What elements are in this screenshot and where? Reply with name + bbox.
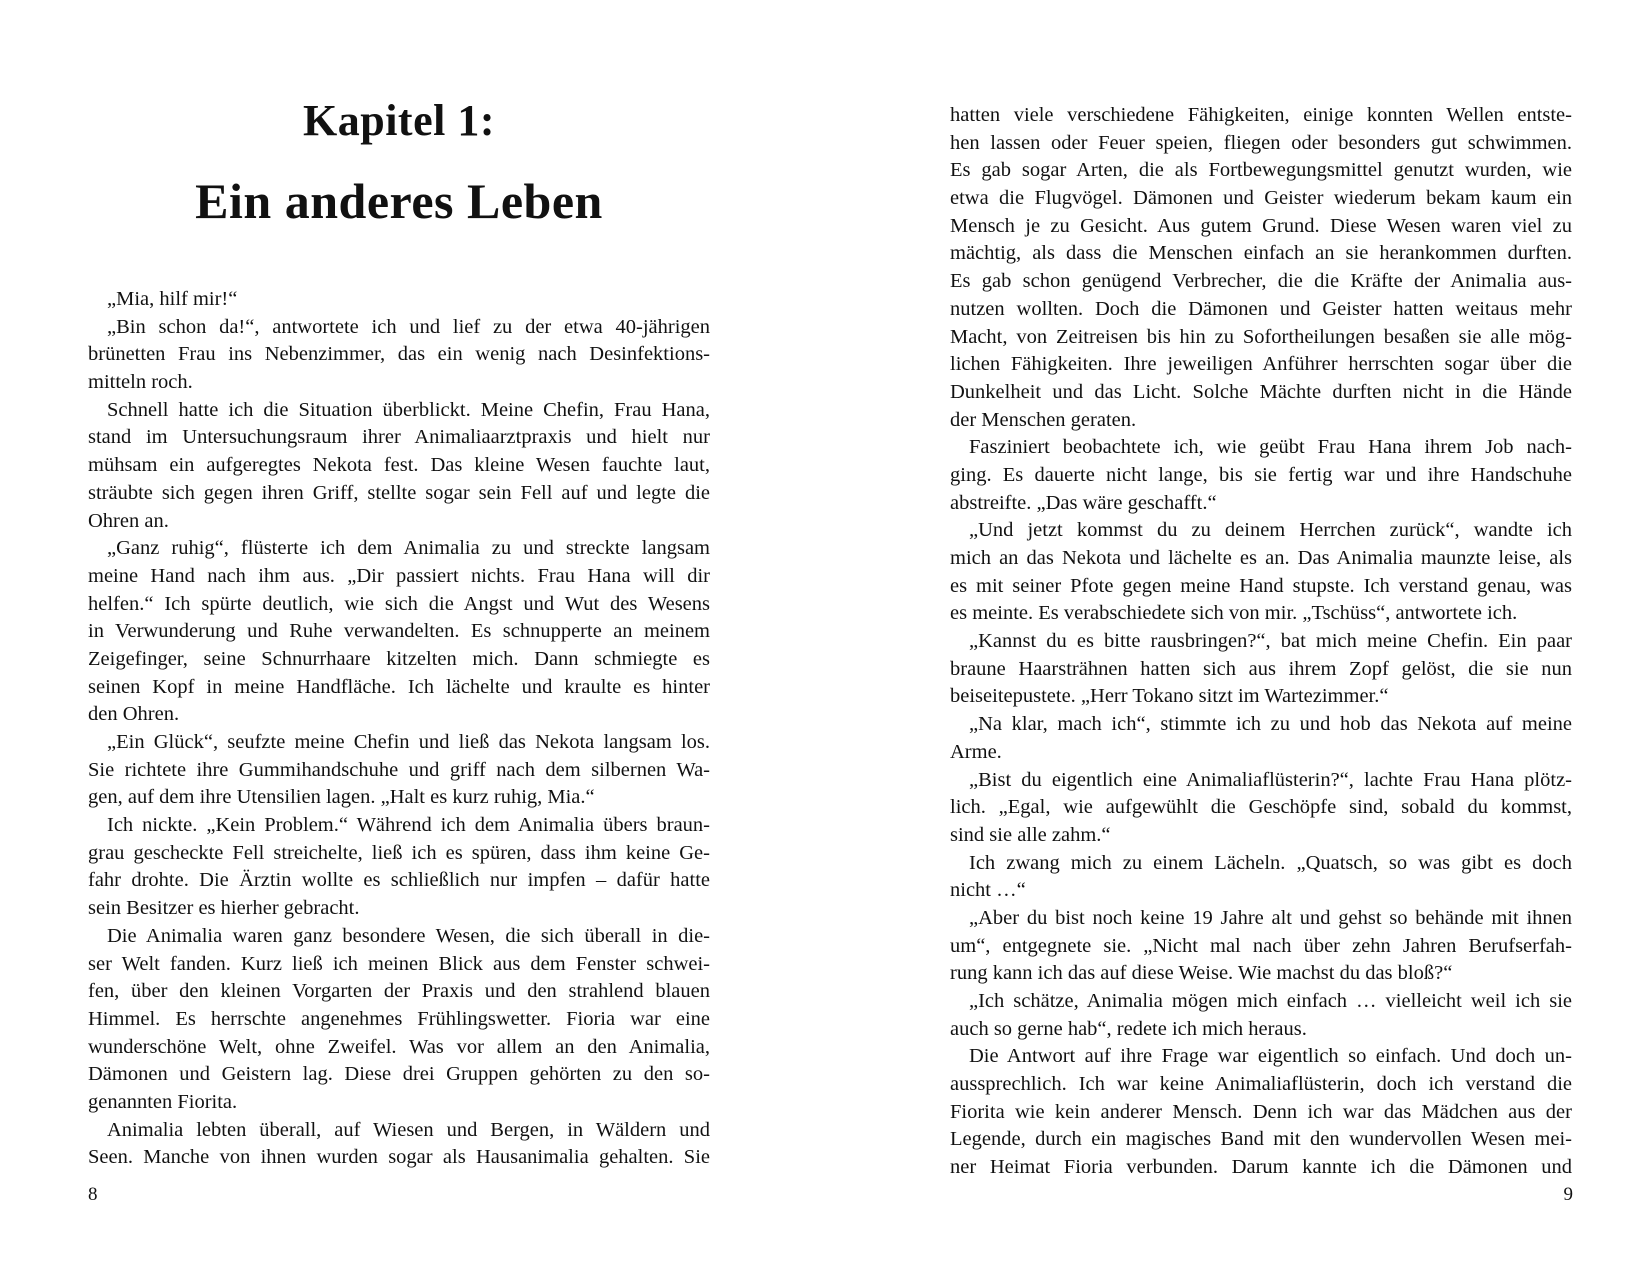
text-line: es meinte. Es verabschiedete sich von mir. „Tschüss“, antwortete ich.	[950, 602, 1518, 625]
text-line: grau gescheckte Fell streichelte, ließ ich es spüren, dass ihm keine Ge-	[88, 841, 710, 864]
text-line: ner Heimat Fioria verbunden. Darum kannte ich die Dämonen und	[950, 1156, 1572, 1179]
left-body-text	[88, 286, 710, 1172]
text-line: „Ich schätze, Animalia mögen mich einfach … vielleicht weil ich sie	[969, 990, 1572, 1012]
text-line: „Bist du eigentlich eine Animaliaflüsterin?“, lachte Frau Hana plötz-	[969, 768, 1572, 791]
text-line: Die Animalia waren ganz besondere Wesen, die sich überall in die-	[107, 924, 710, 947]
text-line: lich. „Egal, wie aufgewühlt die Geschöpfe sind, sobald du kommst,	[950, 796, 1572, 819]
text-line: mühsam ein aufgeregtes Nekota fest. Das kleine Wesen fauchte laut,	[88, 454, 710, 477]
text-line: Ohren an.	[88, 509, 169, 532]
text-line: „Aber du bist noch keine 19 Jahre alt und gehst so behände mit ihnen	[969, 906, 1572, 929]
text-line: fahr drohte. Die Ärztin wollte es schließlich nur impfen – dafür hatte	[88, 869, 710, 892]
text-line: ging. Es dauerte nicht lange, bis sie fertig war und ihre Handschuhe	[950, 463, 1572, 486]
text-line: Animalia lebten überall, auf Wiesen und Bergen, in Wäldern und	[107, 1118, 710, 1141]
page-number-right: 9	[1563, 1184, 1573, 1205]
text-line: lichen Fähigkeiten. Ihre jeweiligen Anführer herrschten sogar über die	[950, 353, 1572, 376]
text-line: Dämonen und Geistern lag. Diese drei Gruppen gehörten zu den so-	[88, 1063, 710, 1086]
chapter-number: Kapitel 1:	[303, 96, 495, 145]
text-line: in Verwunderung und Ruhe verwandelten. Es schnupperte an meinem	[88, 620, 710, 643]
text-line: Die Antwort auf ihre Frage war eigentlich so einfach. Und doch un-	[969, 1045, 1572, 1068]
text-line: helfen.“ Ich spürte deutlich, wie sich die Angst und Wut des Wesens	[88, 592, 710, 615]
text-line: Seen. Manche von ihnen wurden sogar als Hausanimalia gehalten. Sie	[88, 1146, 710, 1169]
text-line: abstreifte. „Das wäre geschafft.“	[950, 491, 1217, 514]
text-line: ser Welt fanden. Kurz ließ ich meinen Blick aus dem Fenster schwei-	[88, 952, 710, 975]
text-line: mich an das Nekota und lächelte es an. Das Animalia maunzte leise, als	[950, 547, 1572, 569]
text-line: Schnell hatte ich die Situation überblickt. Meine Chefin, Frau Hana,	[107, 398, 710, 421]
chapter-title: Ein anderes Leben	[195, 173, 603, 229]
text-line: Mensch je zu Gesicht. Aus gutem Grund. Diese Wesen waren viel zu	[950, 214, 1572, 237]
text-line: nicht …“	[950, 879, 1026, 902]
text-line: brünetten Frau ins Nebenzimmer, das ein wenig nach Desinfektions-	[88, 343, 710, 366]
text-line: Legende, durch ein magisches Band mit den wundervollen Wesen mei-	[950, 1128, 1572, 1151]
text-line: „Und jetzt kommst du zu deinem Herrchen zurück“, wandte ich	[969, 519, 1572, 542]
text-line: mächtig, als dass die Menschen einfach an sie herankommen durften.	[950, 242, 1572, 265]
text-line: sein Besitzer es hierher gebracht.	[88, 897, 360, 920]
text-line: „Mia, hilf mir!“	[107, 288, 238, 310]
text-line: meine Hand nach ihm aus. „Dir passiert nichts. Frau Hana will dir	[88, 564, 710, 587]
text-line: Es gab sogar Arten, die als Fortbewegungsmittel genutzt wurden, wie	[950, 159, 1572, 182]
text-line: „Ganz ruhig“, flüsterte ich dem Animalia zu und streckte langsam	[107, 537, 710, 560]
right-page	[825, 0, 1650, 1275]
text-line: Arme.	[950, 740, 1002, 763]
text-line: Es gab schon genügend Verbrecher, die die Kräfte der Animalia aus-	[950, 270, 1572, 293]
text-line: braune Haarsträhnen hatten sich aus ihrem Zopf gelöst, die sie nun	[950, 657, 1572, 680]
text-line: um“, entgegnete sie. „Nicht mal nach über zehn Jahren Berufserfah-	[950, 934, 1572, 957]
text-line: auch so gerne hab“, redete ich mich heraus.	[950, 1017, 1307, 1040]
text-line: nutzen wollten. Doch die Dämonen und Geister hatten weitaus mehr	[950, 297, 1572, 320]
text-line: Sie richtete ihre Gummihandschuhe und griff nach dem silbernen Wa-	[88, 758, 710, 781]
text-line: wunderschöne Welt, ohne Zweifel. Was vor allem an den Animalia,	[88, 1035, 710, 1058]
text-line: etwa die Flugvögel. Dämonen und Geister wiederum bekam kaum ein	[950, 187, 1572, 210]
text-line: fen, über den kleinen Vorgarten der Praxis und den strahlend blauen	[88, 980, 710, 1003]
text-line: aussprechlich. Ich war keine Animaliaflüsterin, doch ich verstand die	[950, 1073, 1572, 1096]
text-line: rung kann ich das auf diese Weise. Wie machst du das bloß?“	[950, 962, 1453, 985]
text-line: hatten viele verschiedene Fähigkeiten, einige konnten Wellen entste-	[950, 104, 1572, 126]
text-line: hen lassen oder Feuer speien, fliegen oder besonders gut schwimmen.	[950, 131, 1572, 154]
text-line: mitteln roch.	[88, 371, 193, 394]
text-line: der Menschen geraten.	[950, 408, 1137, 431]
page-number-left: 8	[88, 1184, 98, 1205]
text-line: seinen Kopf in meine Handfläche. Ich lächelte und kraulte es hinter	[88, 675, 710, 698]
text-line: „Ein Glück“, seufzte meine Chefin und ließ das Nekota langsam los.	[107, 731, 710, 753]
text-line: Ich zwang mich zu einem Lächeln. „Quatsch, so was gibt es doch	[969, 851, 1572, 874]
text-line: den Ohren.	[88, 703, 180, 726]
text-line: stand im Untersuchungsraum ihrer Animaliaarztpraxis und hielt nur	[88, 426, 710, 449]
text-line: gen, auf dem ihre Utensilien lagen. „Halt es kurz ruhig, Mia.“	[88, 786, 595, 809]
text-line: sträubte sich gegen ihren Griff, stellte sogar sein Fell auf und legte die	[88, 481, 710, 504]
text-line: Ich nickte. „Kein Problem.“ Während ich dem Animalia übers braun-	[107, 814, 710, 837]
text-line: „Na klar, mach ich“, stimmte ich zu und hob das Nekota auf meine	[969, 713, 1572, 736]
right-body-text	[950, 102, 1572, 1182]
text-line: Fiorita wie kein anderer Mensch. Denn ich war das Mädchen aus der	[950, 1100, 1572, 1123]
text-line: Zeigefinger, seine Schnurrhaare kitzelten mich. Dann schmiegte es	[88, 647, 710, 670]
text-line: Macht, von Zeitreisen bis hin zu Sofortheilungen besaßen sie alle mög-	[950, 325, 1572, 348]
text-line: sind sie alle zahm.“	[950, 823, 1111, 846]
text-line: Dunkelheit und das Licht. Solche Mächte durften nicht in die Hände	[950, 380, 1572, 403]
text-line: „Kannst du es bitte rausbringen?“, bat mich meine Chefin. Ein paar	[969, 630, 1572, 653]
text-line: es mit seiner Pfote gegen meine Hand stupste. Ich verstand genau, was	[950, 574, 1572, 597]
text-line: genannten Fiorita.	[88, 1090, 238, 1113]
text-line: Himmel. Es herrschte angenehmes Frühlingswetter. Fioria war eine	[88, 1007, 710, 1030]
text-line: Fasziniert beobachtete ich, wie geübt Frau Hana ihrem Job nach-	[969, 436, 1572, 459]
text-line: „Bin schon da!“, antwortete ich und lief zu der etwa 40-jährigen	[107, 315, 710, 338]
text-line: beiseitepustete. „Herr Tokano sitzt im Wartezimmer.“	[950, 685, 1389, 708]
